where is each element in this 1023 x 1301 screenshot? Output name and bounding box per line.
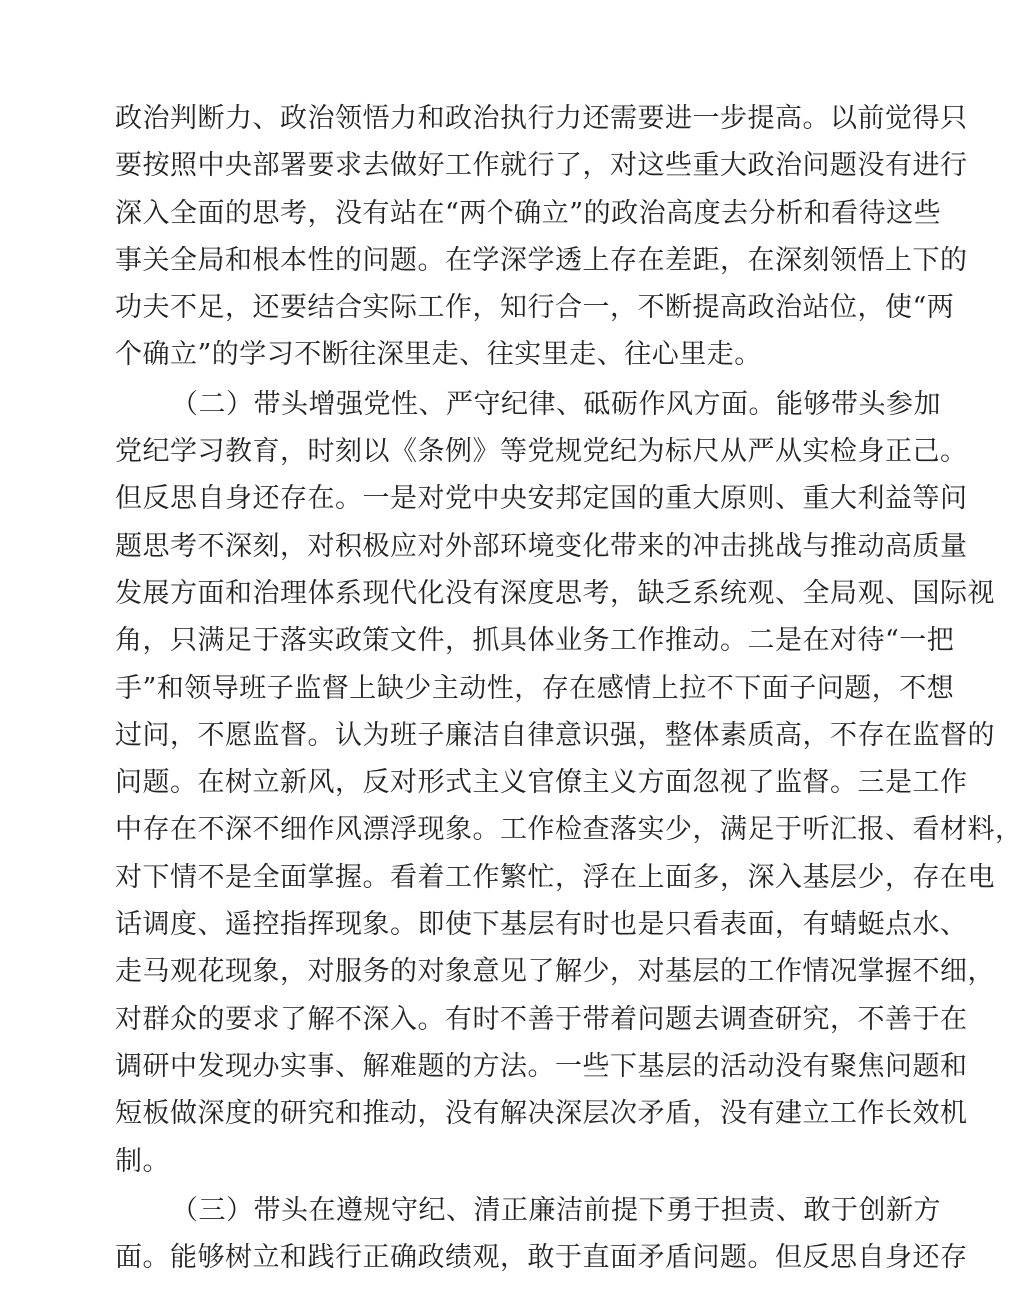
text-line: 手”和领导班子监督上缺少主动性，存在感情上拉不下面子问题，不想 (115, 672, 955, 704)
text-line: 短板做深度的研究和推动，没有解决深层次矛盾，没有建立工作长效机 (115, 1098, 968, 1130)
text-line: 政治判断力、政治领悟力和政治执行力还需要进一步提高。以前觉得只 (115, 103, 968, 134)
text-line: 过问，不愿监督。认为班子廉洁自律意识强，整体素质高，不存在监督的 (115, 719, 995, 751)
body-text (115, 95, 1023, 1281)
text-line: 题思考不深刻，对积极应对外部环境变化带来的冲击挑战与推动高质量 (115, 530, 968, 562)
text-line: 角，只满足于落实政策文件，抓具体业务工作推动。二是在对待“一把 (115, 625, 955, 657)
section-heading-line: （二）带头增强党性、严守纪律、砥砺作风方面。能够带头参加 (171, 388, 941, 420)
text-line: 话调度、遥控指挥现象。即使下基层有时也是只看表面，有蜻蜓点水、 (115, 909, 968, 941)
text-line: 问题。在树立新风，反对形式主义官僚主义方面忽视了监督。三是工作 (115, 767, 968, 799)
text-line: 党纪学习教育，时刻以《条例》等党规党纪为标尺从严从实检身正己。 (115, 436, 968, 468)
text-line: 走马观花现象，对服务的对象意见了解少，对基层的工作情况掌握不细， (115, 956, 995, 988)
text-line: 功夫不足，还要结合实际工作，知行合一，不断提高政治站位，使“两 (115, 292, 955, 324)
text-line: 发展方面和治理体系现代化没有深度思考，缺乏系统观、全局观、国际视 (115, 577, 995, 609)
text-line: 个确立”的学习不断往深里走、往实里走、往心里走。 (115, 339, 762, 371)
text-line: 制。 (115, 1145, 170, 1177)
text-line: 深入全面的思考，没有站在“两个确立”的政治高度去分析和看待这些 (115, 197, 942, 229)
text-line: 面。能够树立和践行正确政绩观，敢于直面矛盾问题。但反思自身还存 (115, 1242, 968, 1274)
section-heading-line: （三）带头在遵规守纪、清正廉洁前提下勇于担责、敢于创新方 (171, 1194, 941, 1226)
text-line: 事关全局和根本性的问题。在学深学透上存在差距，在深刻领悟上下的 (115, 244, 968, 276)
text-line: 对下情不是全面掌握。看着工作繁忙，浮在上面多，深入基层少，存在电 (115, 861, 995, 893)
text-line: 调研中发现办实事、解难题的方法。一些下基层的活动没有聚焦问题和 (115, 1050, 968, 1082)
text-line: 中存在不深不细作风漂浮现象。工作检查落实少，满足于听汇报、看材料， (115, 814, 1023, 846)
text-line: 但反思自身还存在。一是对党中央安邦定国的重大原则、重大利益等问 (115, 483, 968, 515)
text-line: 对群众的要求了解不深入。有时不善于带着问题去调查研究，不善于在 (115, 1003, 968, 1035)
text-line: 要按照中央部署要求去做好工作就行了，对这些重大政治问题没有进行 (115, 150, 968, 182)
